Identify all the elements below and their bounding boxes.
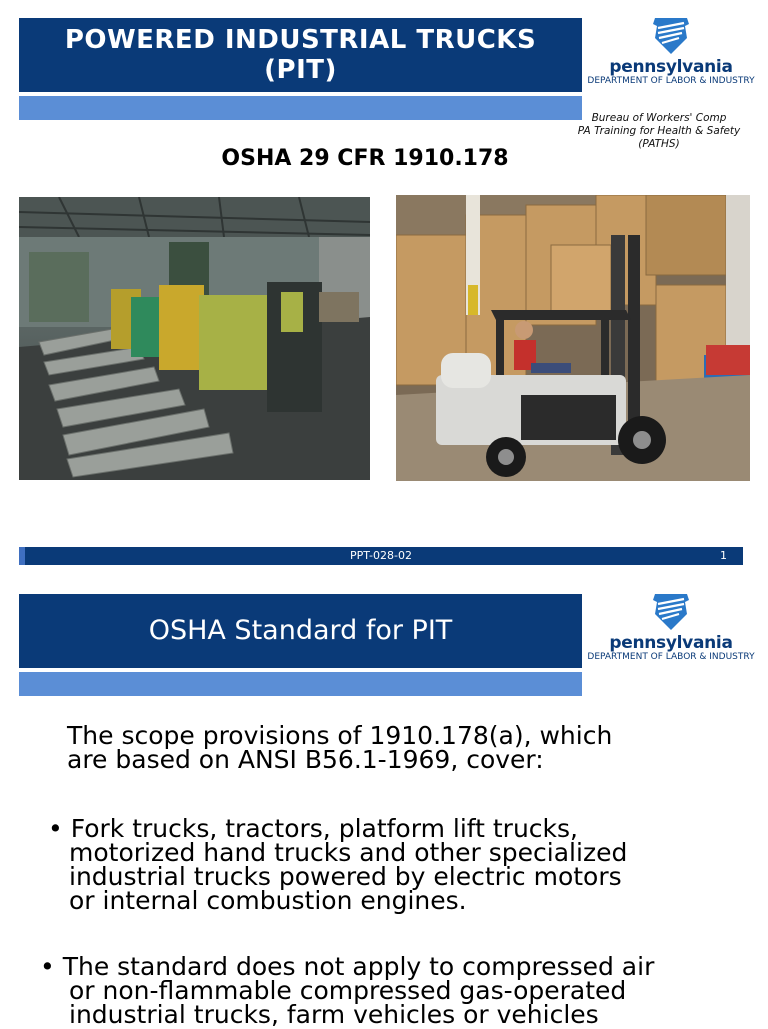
- bullet1-line1: Fork trucks, tractors, platform lift trucks,: [70, 814, 578, 843]
- slide1-accent-bar: [19, 96, 582, 120]
- logo-name: pennsylvania: [609, 633, 733, 653]
- keystone-icon: [649, 16, 693, 56]
- bullet1-line3: industrial trucks powered by electric motors: [69, 862, 622, 891]
- bullet2-line2: or non-flammable compressed gas-operated: [69, 976, 627, 1005]
- slide1-title-line1: POWERED INDUSTRIAL TRUCKS: [64, 25, 537, 55]
- bullet-item-2: [40, 952, 655, 1029]
- slide2-accent-bar: [19, 672, 582, 696]
- forklift-warehouse-photo: [396, 195, 750, 481]
- logo-dept: DEPARTMENT OF LABOR & INDUSTRY: [587, 652, 755, 662]
- intro-line2: are based on ANSI B56.1-1969, cover:: [67, 745, 544, 774]
- intro-line1: The scope provisions of 1910.178(a), which: [67, 721, 613, 750]
- bullet-icon: •: [48, 814, 71, 843]
- footer-code: PPT-028-02: [350, 549, 412, 562]
- osha-standard-heading: OSHA 29 CFR 1910.178: [221, 146, 509, 171]
- bullet-item-1: [48, 814, 628, 915]
- bureau-text: [566, 112, 752, 151]
- bullet1-line4: or internal combustion engines.: [69, 886, 467, 915]
- slide1-title-bar: [19, 18, 582, 92]
- pallet-jacks-photo: [19, 197, 370, 480]
- slide1-title-line2: (PIT): [264, 55, 337, 85]
- logo-name: pennsylvania: [609, 57, 733, 77]
- bullet2-line1: The standard does not apply to compressed air: [62, 952, 655, 981]
- page-number: 1: [720, 549, 727, 562]
- bureau-line2: PA Training for Health & Safety: [577, 125, 741, 137]
- keystone-icon: [649, 592, 693, 632]
- slide1-footer: [19, 547, 743, 565]
- scope-intro: [67, 721, 613, 774]
- bureau-line3: (PATHS): [638, 138, 680, 150]
- slide1-pa-logo: [582, 16, 760, 94]
- bullet-icon: •: [40, 952, 63, 981]
- bureau-line1: Bureau of Workers' Comp: [591, 112, 727, 124]
- bullet2-line3: industrial trucks, farm vehicles or vehicles: [69, 1000, 599, 1029]
- logo-dept: DEPARTMENT OF LABOR & INDUSTRY: [587, 76, 755, 86]
- slide2-title: OSHA Standard for PIT: [19, 594, 582, 668]
- bullet1-line2: motorized hand trucks and other specialized: [69, 838, 628, 867]
- slide2-pa-logo: [582, 592, 760, 670]
